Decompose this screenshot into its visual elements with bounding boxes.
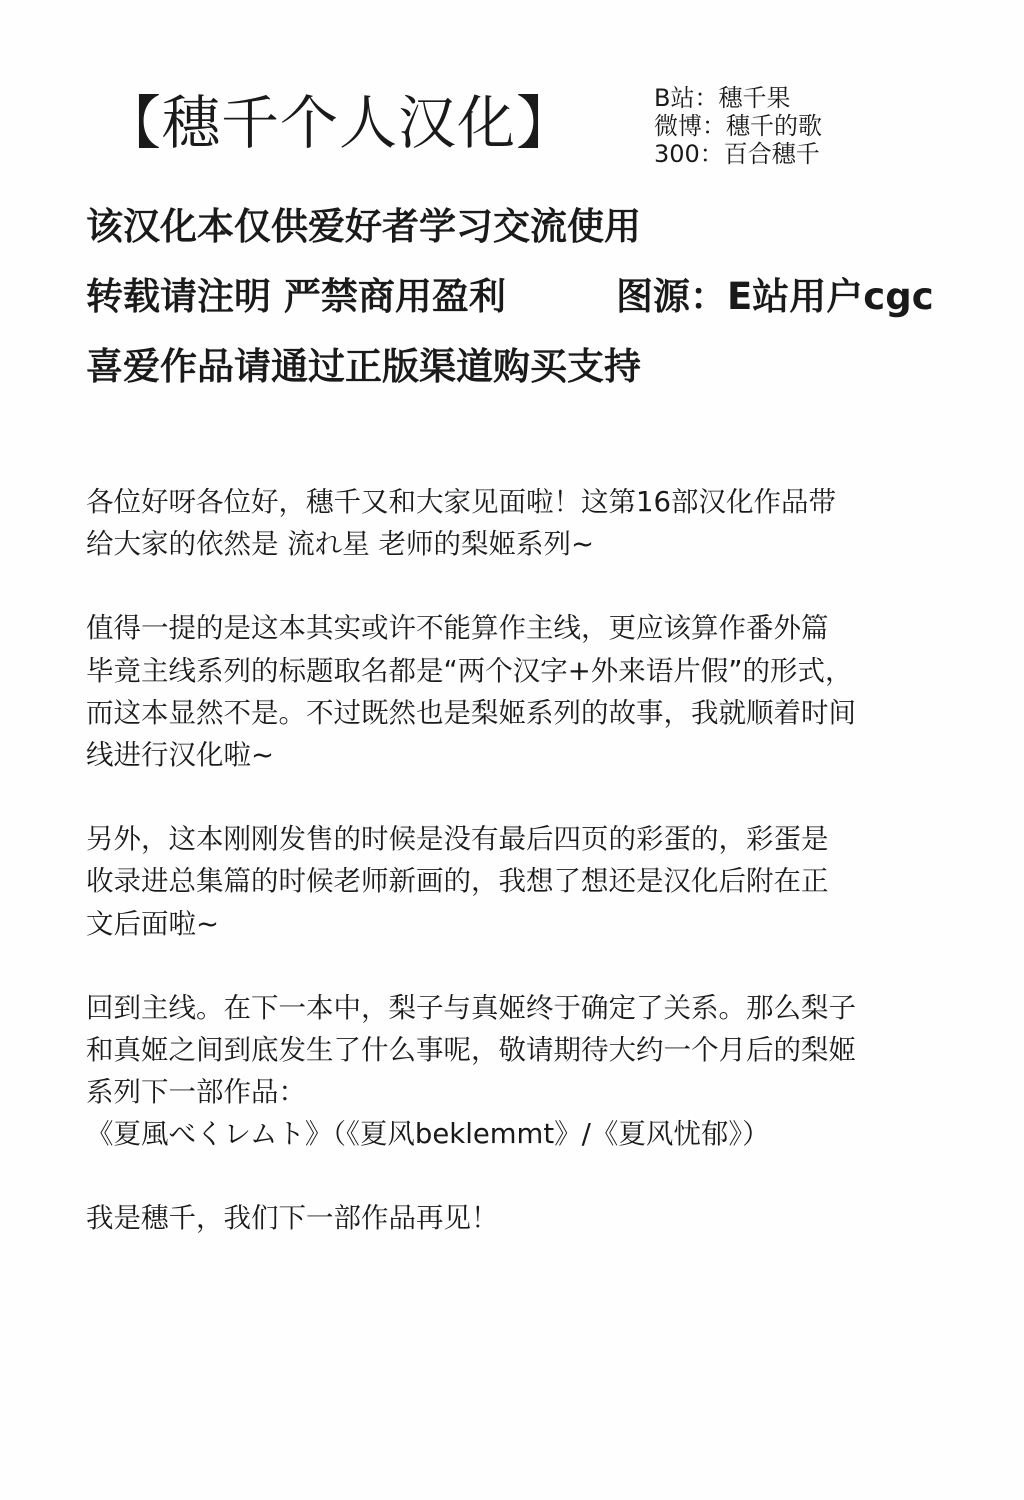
translator-note — [86, 481, 946, 1240]
paragraph-line: 各位好呀各位好，穗千又和大家见面啦！这第16部汉化作品带 — [86, 486, 836, 518]
notice-line-with-source — [86, 270, 934, 340]
paragraph-line: 另外，这本刚刚发售的时候是没有最后四页的彩蛋的，彩蛋是 — [86, 823, 829, 856]
image-source: 图源：E站用户cgc — [616, 275, 934, 318]
notice-block — [86, 200, 934, 410]
paragraph-line: 值得一提的是这本其实或许不能算作主线，更应该算作番外篇 — [86, 612, 829, 645]
paragraph-line: 和真姬之间到底发生了什么事呢，敬请期待大约一个月后的梨姬 — [86, 1033, 856, 1066]
paragraph-line: 线进行汉化啦~ — [86, 738, 275, 771]
closing-line: 我是穗千，我们下一部作品再见！ — [86, 1202, 499, 1235]
paragraph-line: 给大家的依然是 流れ星 老师的梨姬系列~ — [86, 528, 595, 561]
contact-weibo: 微博：穗千的歌 — [654, 112, 822, 140]
contact-300: 300：百合穗千 — [654, 140, 820, 168]
contact-bilibili: B站：穗千果 — [654, 84, 791, 112]
next-work-title: 《夏風べくレムト》（《夏风beklemmt》/《夏风忧郁》） — [86, 1118, 770, 1151]
paragraph-line: 回到主线。在下一本中，梨子与真姬终于确定了关系。那么梨子 — [86, 991, 856, 1024]
paragraph-line: 收录进总集篇的时候老师新画的，我想了想还是汉化后附在正 — [86, 865, 829, 898]
paragraph-line: 毕竟主线系列的标题取名都是“两个汉字+外来语片假”的形式， — [86, 654, 853, 687]
notice-line: 喜爱作品请通过正版渠道购买支持 — [86, 345, 641, 388]
contact-info — [654, 84, 822, 168]
notice-line: 转载请注明 严禁商用盈利 — [86, 275, 506, 318]
paragraph-line: 系列下一部作品： — [86, 1076, 306, 1109]
paragraph-line: 文后面啦~ — [86, 907, 220, 940]
notice-line: 该汉化本仅供爱好者学习交流使用 — [86, 205, 641, 248]
paragraph-line: 而这本显然不是。不过既然也是梨姬系列的故事，我就顺着时间 — [86, 696, 856, 729]
page-title: 【穗千个人汉化】 — [103, 89, 576, 157]
